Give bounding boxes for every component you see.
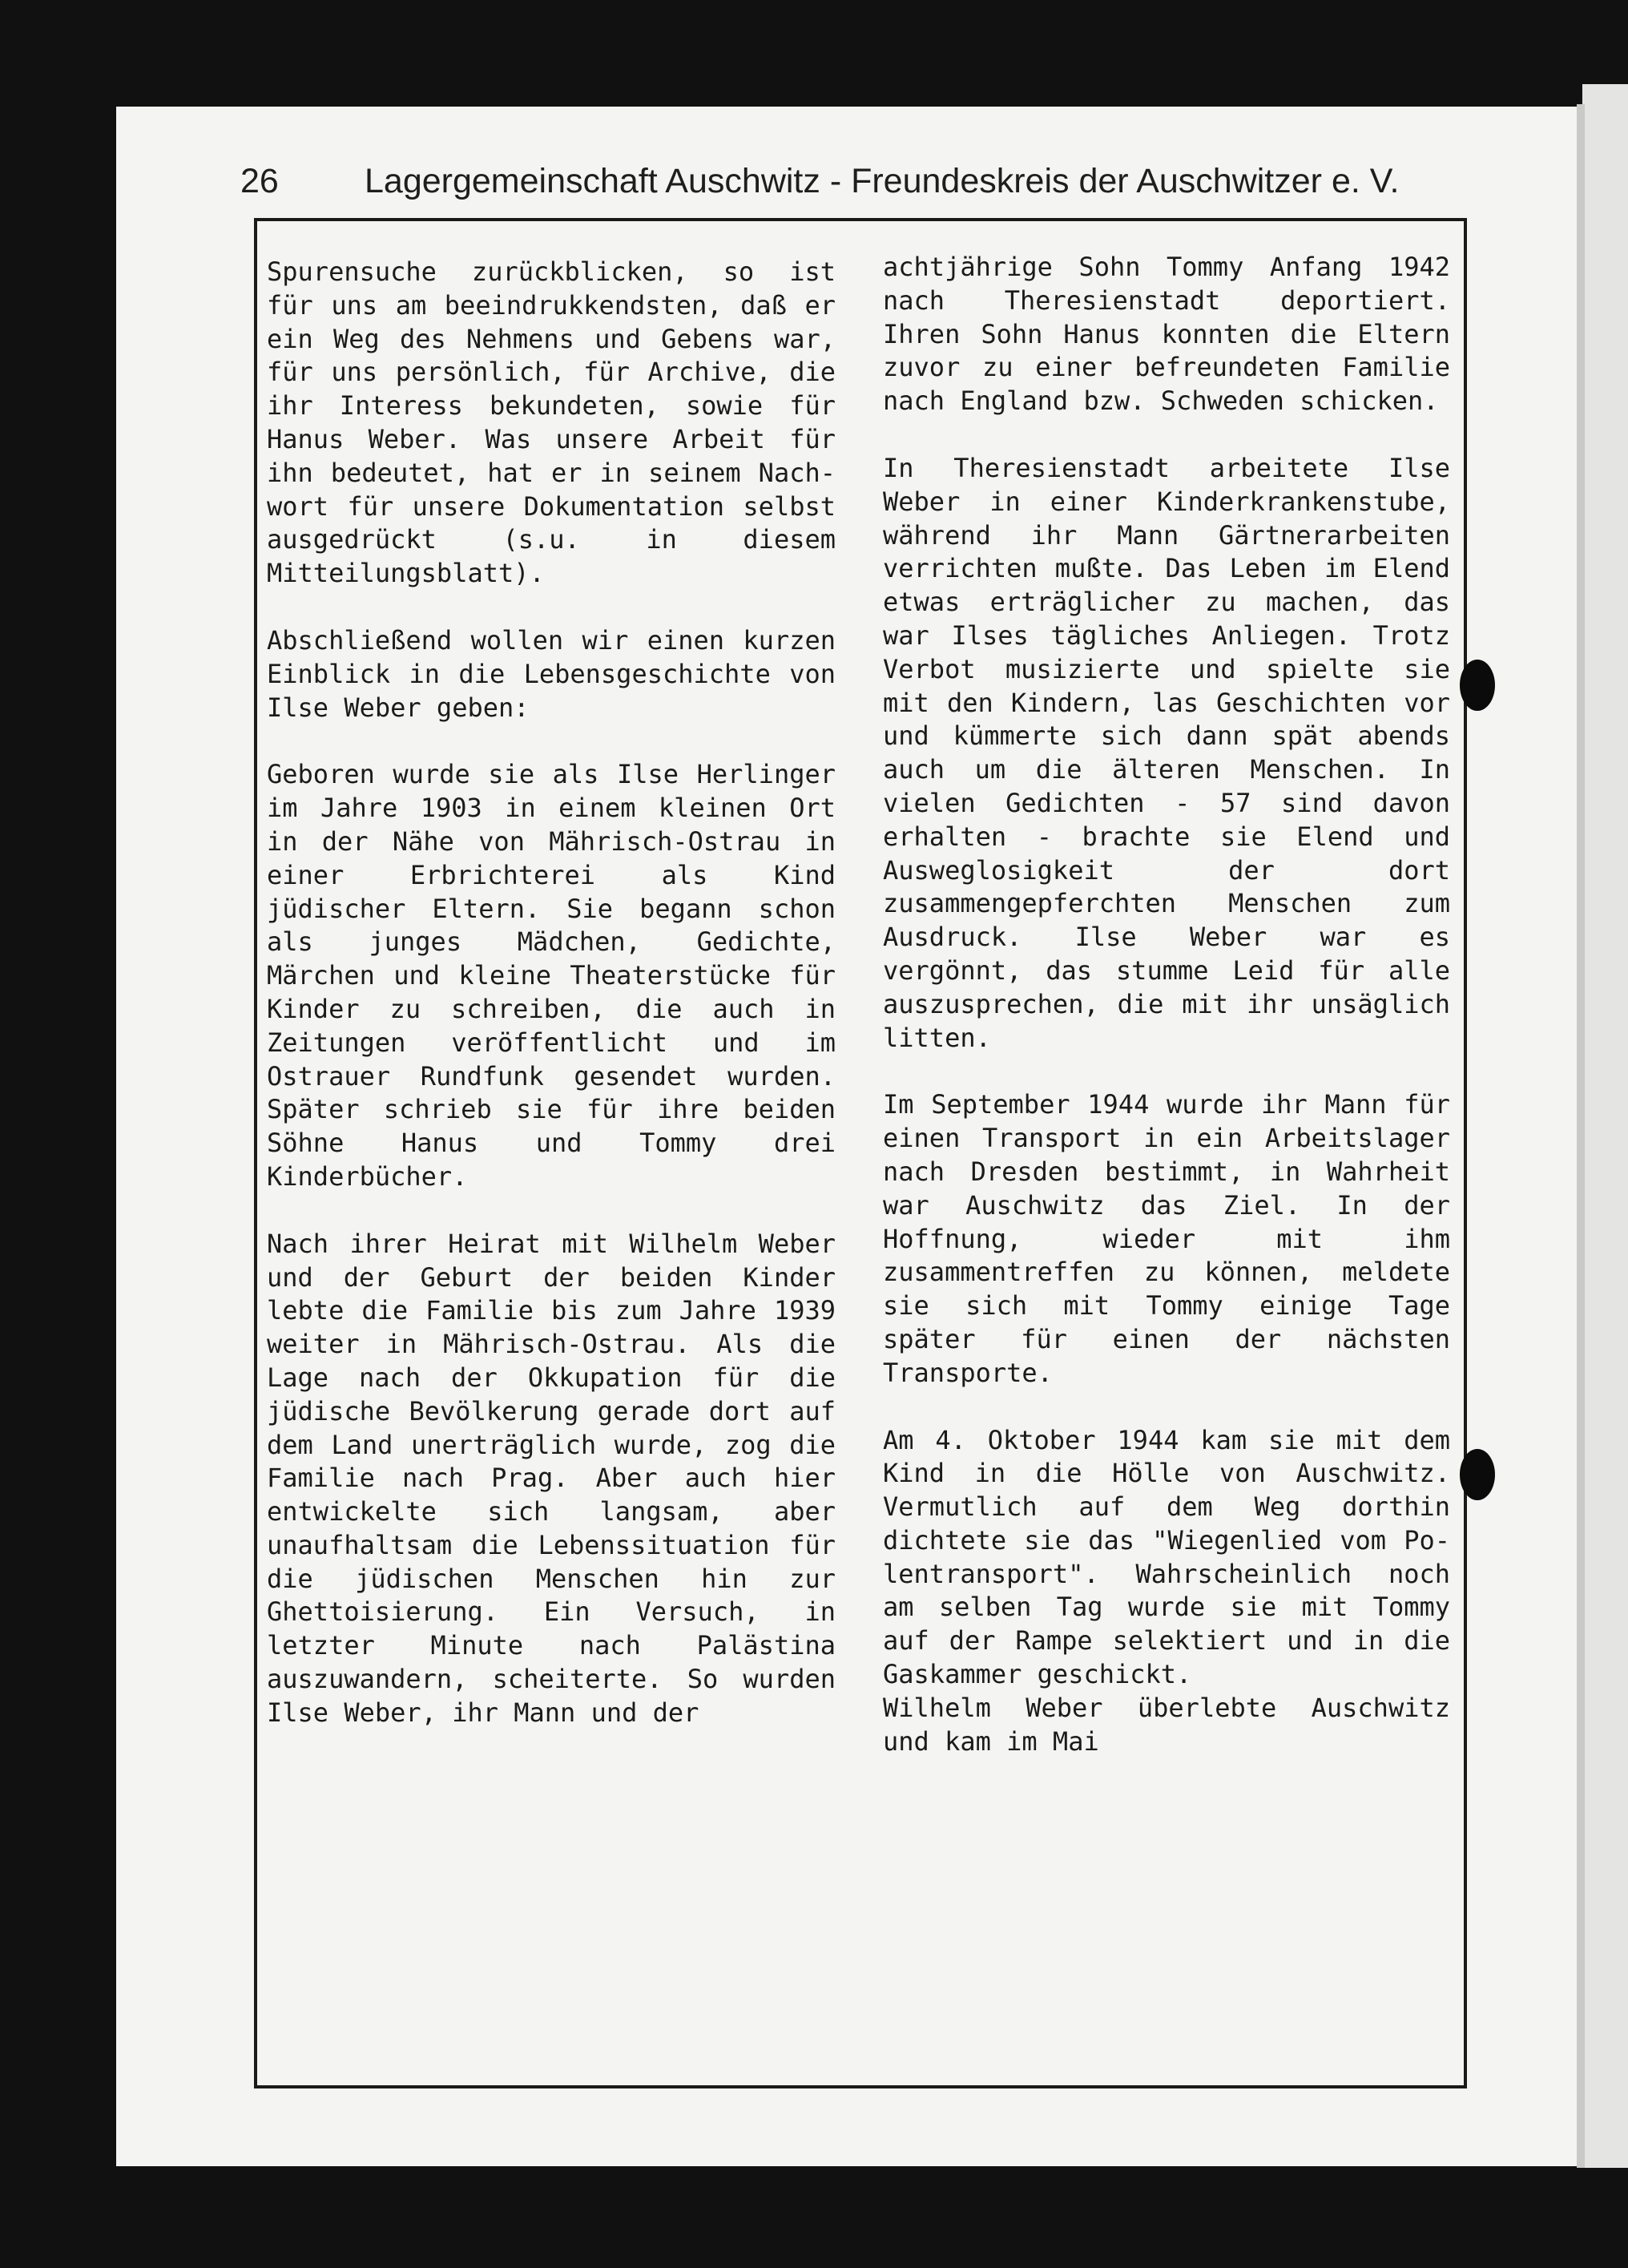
left-column (267, 256, 836, 1730)
right-paragraph-1: achtjährige Sohn Tommy Anfang 1942 nach Theresienstadt deportiert. Ihren Sohn Hanus konnten die Eltern zuvor zu einer befreundeten Familie nach England bzw. Schweden schicken. (883, 252, 1450, 417)
page-header (240, 162, 1490, 210)
right-paragraph-2: In Theresienstadt arbeitete Ilse Weber in einer Kinderkrankenstube, während ihr Mann Gärtnerarbeiten verrichten mußte. Das Leben im Elend etwas erträglicher zu machen, das war Ilses tägliches Anliegen. Trotz Verbot musizierte und spielte sie mit den Kindern, las Geschichten vor und kümmerte sich dann spät abends auch um die älteren Menschen. In vielen Gedichten - 57 sind davon erhalten - brachte sie Elend und Ausweglosigkeit der dort zusammengepferchten Menschen zum Ausdruck. Ilse Weber war es vergönnt, das stumme Leid für alle auszusprechen, die mit ihr unsäglich litten. (883, 452, 1450, 1053)
page-edge-shadow (1577, 104, 1585, 2168)
left-paragraph-2: Abschließend wollen wir einen kurzen Einblick in die Lebensgeschichte von Ilse Weber geben: (267, 624, 836, 723)
right-paragraph-4: Am 4. Oktober 1944 kam sie mit dem Kind in die Hölle von Auschwitz. Vermutlich auf dem Weg dorthin dichtete sie das "Wiegenlied vom Polentransport". Wahrscheinlich noch am selben Tag wurde sie mit Tommy auf der Rampe selektiert und in die Gaskammer geschickt. (883, 1424, 1450, 1690)
right-column (883, 251, 1450, 1758)
punch-hole (1460, 660, 1495, 711)
right-paragraph-5: Wilhelm Weber überlebte Auschwitz und kam im Mai (883, 1692, 1450, 1757)
left-paragraph-3: Geboren wurde sie als Ilse Herlinger im Jahre 1903 in einem kleinen Ort in der Nähe von Mährisch-Ostrau in einer Erbrichterei als Kind jüdischer Eltern. Sie begann schon als junges Mädchen, Gedichte, Märchen und kleine Theaterstücke für Kinder zu schreiben, die auch in Zeitungen veröffentlicht und im Ostrauer Rundfunk gesendet wurden. Später schrieb sie für ihre beiden Söhne Hanus und Tommy drei Kinderbücher. (267, 759, 836, 1192)
right-paragraph-3: Im September 1944 wurde ihr Mann für einen Transport in ein Arbeitslager nach Dresden bestimmt, in Wahrheit war Auschwitz das Ziel. In der Hoffnung, wieder mit ihm zusammentreffen zu können, meldete sie sich mit Tommy einige Tage später für einen der nächsten Transporte. (883, 1089, 1450, 1388)
page-number: 26 (240, 162, 279, 200)
next-page-edge (1582, 84, 1628, 2168)
running-title: Lagergemeinschaft Auschwitz - Freundeskreis der Auschwitzer e. V. (365, 162, 1400, 200)
left-paragraph-4: Nach ihrer Heirat mit Wilhelm Weber und der Geburt der beiden Kinder lebte die Familie bis zum Jahre 1939 weiter in Mährisch-Ostrau. Als die Lage nach der Okkupation für die jüdische Bevölkerung gerade dort auf dem Land unerträglich wurde, zog die Familie nach Prag. Aber auch hier entwickelte sich langsam, aber unaufhaltsam die Lebenssituation für die jüdischen Menschen hin zur Ghettoisierung. Ein Versuch, in letzter Minute nach Palästina auszuwandern, scheiterte. So wurden Ilse Weber, ihr Mann und der (267, 1228, 836, 1728)
left-paragraph-1: Spurensuche zurückblicken, so ist für uns am beeindrukkendsten, daß er ein Weg des Nehmens und Gebens war, für uns persönlich, für Archive, die ihr Interess bekundeten, sowie für Hanus Weber. Was unsere Arbeit für ihn bedeutet, hat er in seinem Nachwort für unsere Dokumentation selbst ausgedrückt (s.u. in diesem Mitteilungsblatt). (267, 256, 836, 589)
punch-hole (1460, 1449, 1495, 1500)
